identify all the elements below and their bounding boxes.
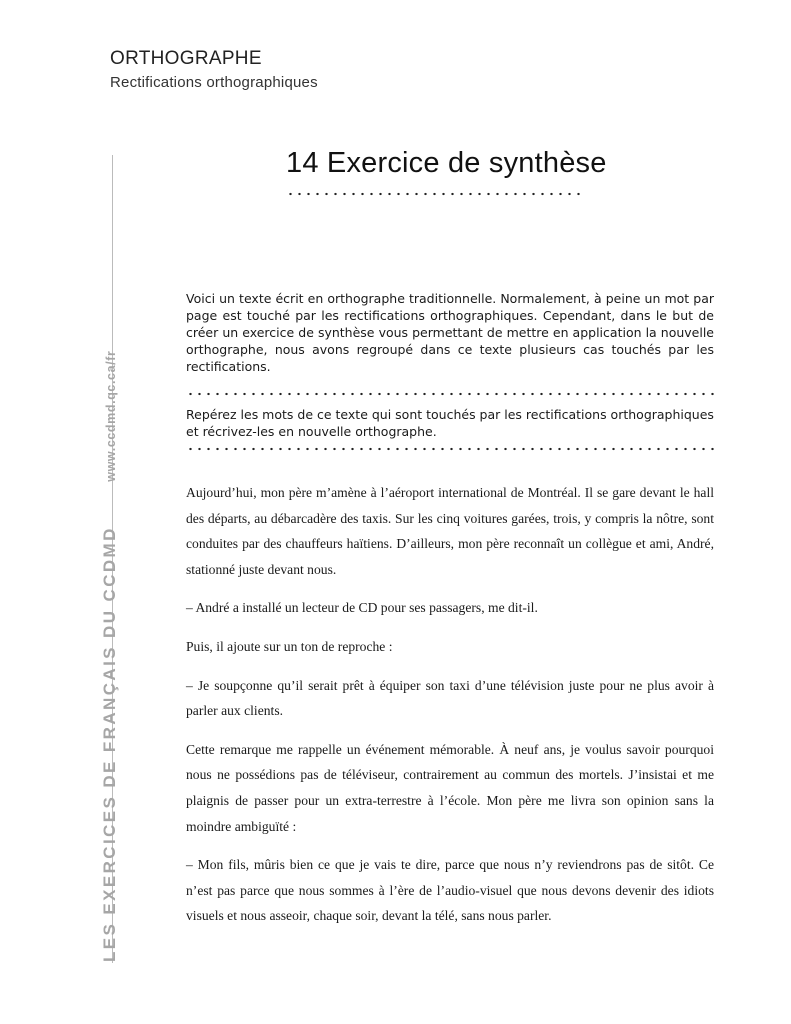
text-paragraph: Puis, il ajoute sur un ton de reproche :	[186, 638, 393, 654]
text-paragraph: Cette remarque me rappelle un événement mémorable. À neuf ans, je voulus savoir pourquoi nous ne possédions pas de téléviseur, contrairement au commun des mortels. J’insistai et me plaignis de passer pour un extra-terrestre à l’école. Mon père me livra son opinion sans la moindre ambiguïté :	[186, 741, 714, 834]
text-paragraph: – André a installé un lecteur de CD pour ses passagers, me dit-il.	[186, 600, 538, 616]
sidebar-label	[100, 351, 120, 962]
text-paragraph: – Je soupçonne qu’il serait prêt à équiper son taxi d’une télévision juste pour ne plus avoir à parler aux clients.	[186, 677, 714, 719]
instruction-top-rule	[186, 392, 716, 396]
exercise-text	[186, 480, 714, 942]
section-subtitle: Rectifications orthographiques	[110, 74, 318, 91]
intro-paragraph: Voici un texte écrit en orthographe traditionnelle. Normalement, à peine un mot par page est touché par les rectifications orthographiques. Cependant, dans le but de créer un exercice de synthèse vous permettant de mettre en application la nouvelle orthographe, nous avons regroupé dans ce texte plusieurs cas touchés par les rectifications.	[186, 291, 714, 374]
exercise-title: 14 Exercice de synthèse	[286, 147, 607, 179]
instruction-paragraph: Repérez les mots de ce texte qui sont touchés par les rectifications orthographiques et récrivez-les en nouvelle orthographe.	[186, 407, 714, 439]
text-paragraph: Aujourd’hui, mon père m’amène à l’aéroport international de Montréal. Il se gare devant le hall des départs, au débarcadère des taxis. Sur les cinq voitures garées, trois, y compris la nôtre, sont conduites par des chauffeurs haïtiens. D’ailleurs, mon père reconnaît un collègue et ami, André, stationné juste devant nous.	[186, 485, 714, 577]
collection-name: LES EXERCICES DE FRANÇAIS DU CCDMD	[100, 526, 119, 962]
instruction-bottom-rule	[186, 447, 716, 451]
section-title: ORTHOGRAPHE	[110, 48, 262, 69]
text-paragraph: – Mon fils, mûris bien ce que je vais te dire, parce que nous n’y reviendrons pas de sitôt. Ce n’est pas parce que nous sommes à l’ère de l’audio-visuel que nous devons devenir des idiots visuels et nous asseoir, chaque soir, devant la télé, sans nous parler.	[186, 857, 714, 924]
title-dotted-rule	[286, 192, 584, 196]
website-url: www.ccdmd.qc.ca/fr	[104, 350, 118, 482]
